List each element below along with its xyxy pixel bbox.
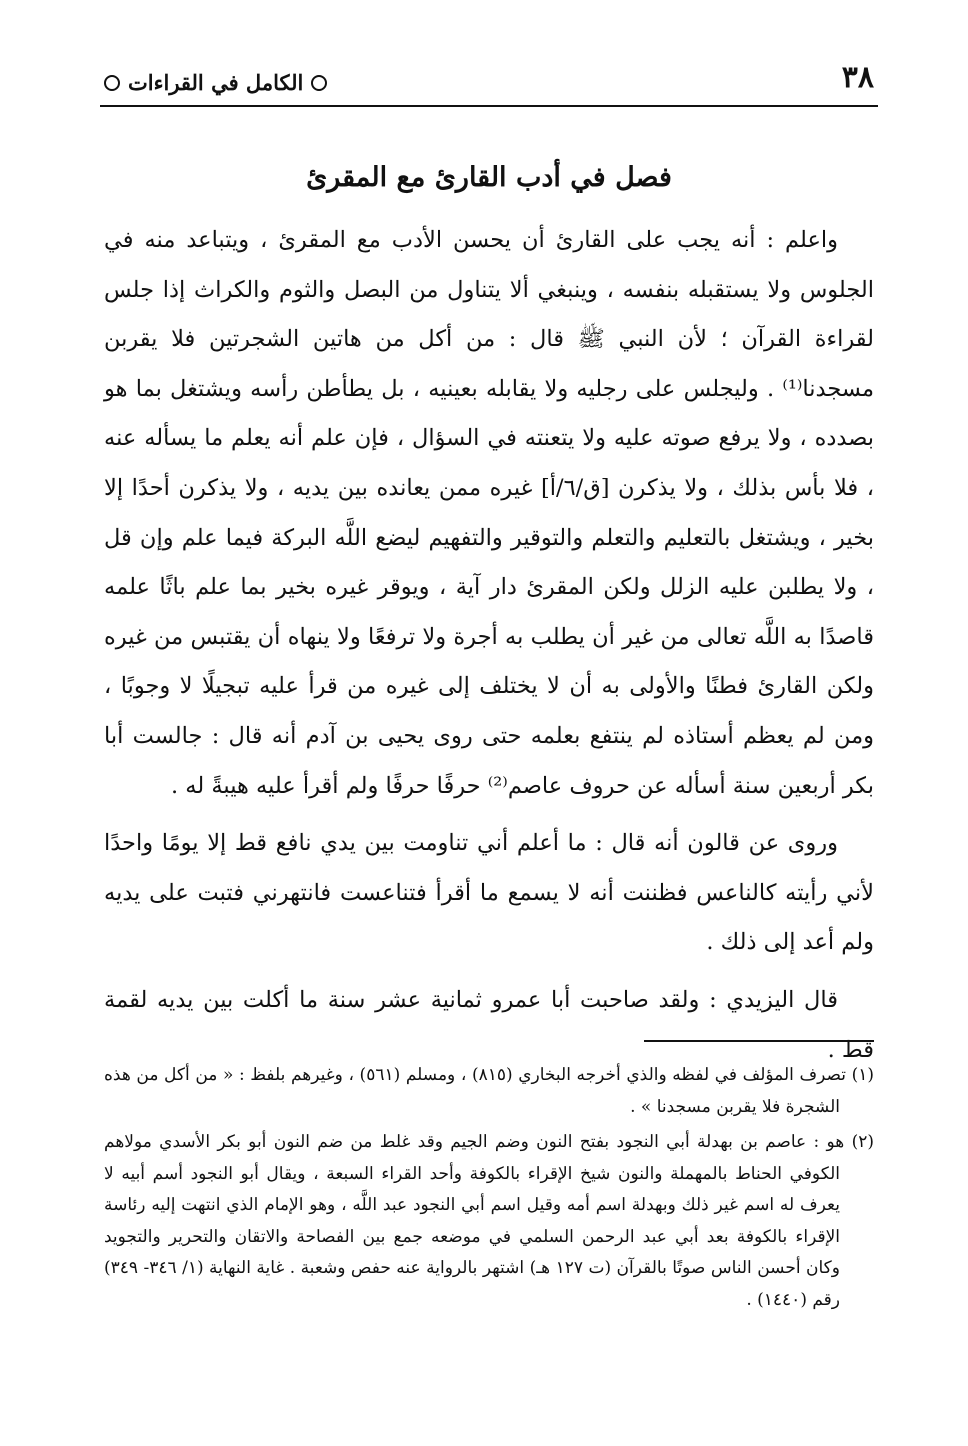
footnote: (١) تصرف المؤلف في لفظه والذي أخرجه البخاري (٨١٥) ، ومسلم (٥٦١) ، وغيرهم بلفظ : « من أكل من هذه الشجرة فلا يقربن مسجدنا » . [104,1065,874,1117]
page-number: ٣٨ [841,60,874,95]
header-divider [100,105,878,107]
circle-ornament-icon [104,75,120,91]
footnote-divider [644,1040,874,1042]
footnote: (٢) هو : عاصم بن بهدلة أبي النجود بفتح النون وضم الجيم وقد غلط من ضم النون أبو بكر الأسدي مولاهم الكوفي الحناط بالمهملة والنون شيخ الإقراء بالكوفة وأحد القراء السبعة ، ويقال أبو النجود أسم أبيه لا يعرف له اسم غير ذلك وبهدلة اسم أمه وقيل اسم أبي النجود عبد اللَّه ، وهو الإمام الذي انتهت إليه رئاسة الإقراء بالكوفة بعد أبي عبد الرحمن السلمي في موضعه جمع بين الفصاحة والاتقان والتحرير والتجويد وكان أحسن الناس صوتًا بالقرآن (ت ١٢٧ هـ) اشتهر بالرواية عنه حفص وشعبة . غاية النهاية (١/ ٣٤٦- ٣٤٩) رقم (١٤٤٠) . [104,1132,874,1310]
running-title: الكامل في القراءات [128,70,304,95]
section-title: فصل في أدب القارئ مع المقرئ [306,162,672,193]
paragraph: وروى عن قالون أنه قال : ما أعلم أني تناومت بين يدي نافع قط إلا يومًا واحدًا لأني رأيته كالناعس فظننت أنه لا يسمع ما أقرأ فتناعست فانتهرني فتبت على يديه ولم أعد إلى ذلك . [104,830,874,956]
footnotes [104,1060,874,1316]
running-title-group [104,70,327,95]
paragraph: واعلم : أنه يجب على القارئ أن يحسن الأدب مع المقرئ ، ويتباعد منه في الجلوس ولا يستقبله بنفسه ، وينبغي ألا يتناول من البصل والثوم والكراث إذا جلس لقراءة القرآن ؛ لأن النبي ﷺ قال : من أكل من هاتين الشجرتين فلا يقربن مسجدنا⁽¹⁾ . وليجلس على رجليه ولا يقابله بعينيه ، بل يطأطن رأسه ويشتغل بما هو بصدده ، ولا يرفع صوته عليه ولا يتعنته في السؤال ، فإن علم أنه يعلم ما يسأله عنه ، فلا بأس بذلك ، ولا يذكرن [ق/٦/أ] غيره ممن يعانده بين يديه ، ولا يذكرن أحدًا إلا بخير ، ويشتغل بالتعليم والتعلم والتوقير والتفهيم ليضع اللَّه البركة فيما علم وإن قل ، ولا يطلبن عليه الزلل ولكن المقرئ دار آية ، ويوقر غيره بخير بما علم باثًا علمه قاصدًا به اللَّه تعالى من غير أن يطلب به أجرة ولا ترفعًا ولا ينهاه أن يقتبس من غيره ولكن القارئ فطنًا والأولى به أن لا يختلف إلى غيره من قرأ عليه تبجيلًا لا وجوبًا ، ومن لم يعظم أستاذه لم ينتفع بعلمه حتى روى يحيى بن آدم أنه قال : جالست أبا بكر أربعين سنة أسأله عن حروف عاصم⁽²⁾ حرفًا حرفًا ولم أقرأ عليه هيبةً له . [104,227,874,799]
circle-ornament-icon [311,75,327,91]
main-text [104,216,874,1075]
page-header [100,58,878,106]
paragraph: قال اليزيدي : ولقد صاحبت أبا عمرو ثمانية عشر سنة ما أكلت بين يديه لقمة قط . [104,986,874,1063]
